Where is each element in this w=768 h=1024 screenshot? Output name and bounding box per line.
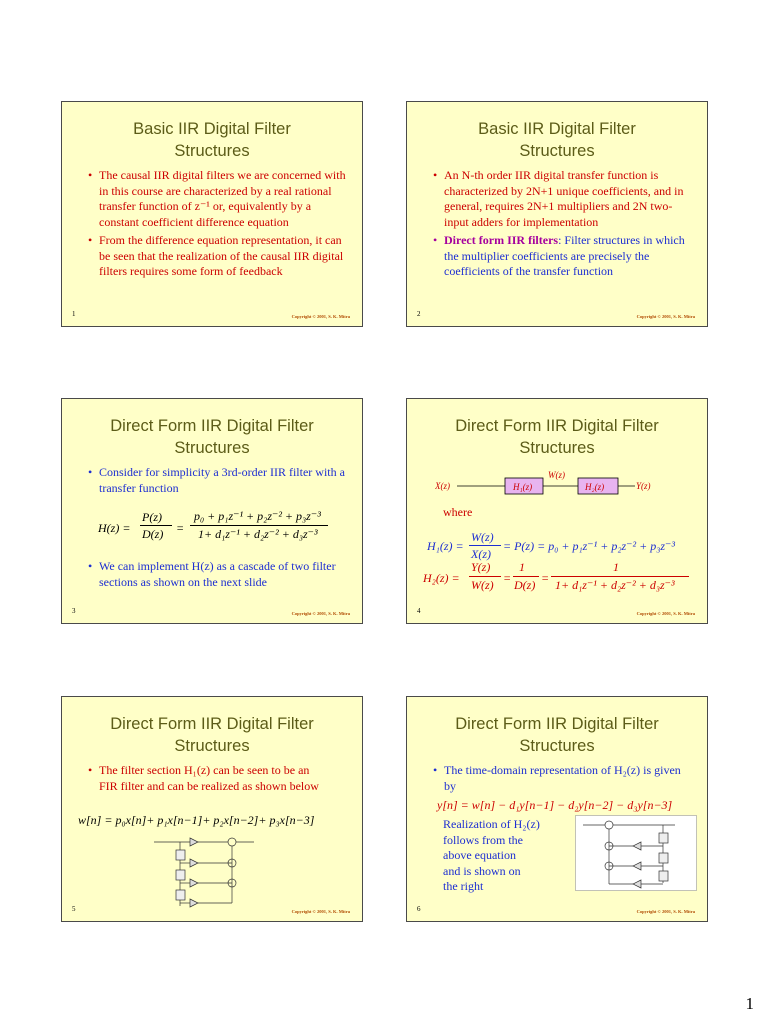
slide-title: Direct Form IIR Digital Filter Structures [110,417,314,457]
slide-2 [406,101,708,327]
where-text: where [443,505,473,519]
slide-1 [61,101,363,327]
bullet-direct-form: • Direct form IIR filters: Filter structures in which the multiplier coefficients are precisely the coefficients of the transfer function [433,233,693,280]
copyright: Copyright © 2001, S. K. Mitra [291,314,350,319]
slide-4: Direct Form IIR Digital Filter Structures X(z) H₁(z) W(z) H₂(z) Y(z) where H₁(z) = W(z) X(z) = P(z) = p₀ + p₁z⁻¹ + p₂z⁻² + p₃z⁻³ H₂(z) = Y(z) W(z) = 1 D(z) = 1 1+ d₁z⁻¹ + d₂z⁻² + d₃z⁻³ 4 Copyright © 2001, S. K. Mitra [406,398,708,624]
slide-title: Basic IIR Digital Filter Structures [478,120,636,160]
slide-number: 4 [417,607,421,615]
iir-realization-diagram [575,815,697,891]
bullet: • We can implement H(z) as a cascade of two filter sections as shown on the next slide [88,559,348,590]
bullet: • An N-th order IIR digital transfer function is characterized by 2N+1 unique coefficients, and in general, requires 2N+1 multipliers and 2N two-input adders for implementation [433,168,693,230]
slide-6 [406,696,708,922]
slide-title: Direct Form IIR Digital Filter Structures [455,715,659,755]
slide-body [433,168,693,283]
slide-body [88,168,348,283]
copyright: Copyright © 2001, S. K. Mitra [636,314,695,319]
slide-title: Basic IIR Digital Filter Structures [133,120,291,160]
h1-block-label: H₁(z) [513,482,533,492]
bullet: • The causal IIR digital filters we are concerned with in this course are characterized by a real rational transfer function of z⁻¹ or, equivalently by a constant coefficient difference equation [88,168,348,230]
slide-3: Direct Form IIR Digital Filter Structures • Consider for simplicity a 3rd-order IIR filter with a transfer function H(z) = P(z) D(z) = p₀ + p₁z⁻¹ + p₂z⁻² + p₃z⁻³ 1+ d₁z⁻¹ + d₂z⁻² + d₃z⁻³ • We can implement H(z) as a cascade of two filter sections as shown on the next slide 3 Copyright © 2001, S. K. Mitra [61,398,363,624]
slide-number: 2 [417,310,421,318]
slide-body [88,763,322,797]
slide-number: 3 [72,607,76,615]
w-signal-label: W(z) [548,470,565,480]
fir-realization-diagram [150,832,260,912]
cascade-block-diagram [435,469,685,503]
slide-title: Direct Form IIR Digital Filter Structures [455,417,659,457]
page-number: 1 [745,994,754,1013]
copyright: Copyright © 2001, S. K. Mitra [636,909,695,914]
realization-text: Realization of H₂(z) follows from the above equation and is shown on the right [443,817,540,893]
h2-block-label: H₂(z) [585,482,605,492]
bullet: • The time-domain representation of H₂(z) is given by [433,763,693,794]
slide-number: 5 [72,905,76,913]
slide-title: Direct Form IIR Digital Filter Structures [110,715,314,755]
bullet: • Consider for simplicity a 3rd-order IIR filter with a transfer function [88,465,348,496]
iir-difference-equation: y[n] = w[n] − d₁y[n−1] − d₂y[n−2] − d₃y[n−3] [437,798,673,812]
slide-number: 1 [72,310,76,318]
slide-5 [61,696,363,922]
slide-body [88,465,348,499]
x-input-label: X(z) [435,481,450,491]
copyright: Copyright © 2001, S. K. Mitra [291,611,350,616]
bullet: • From the difference equation representation, it can be seen that the realization of the causal IIR digital filters requires some form of feedback [88,233,348,280]
copyright: Copyright © 2001, S. K. Mitra [636,611,695,616]
fir-equation: w[n] = p₀x[n]+ p₁x[n−1]+ p₂x[n−2]+ p₃x[n−3] [78,813,315,827]
copyright: Copyright © 2001, S. K. Mitra [291,909,350,914]
slide-number: 6 [417,905,421,913]
slide-body-2 [88,559,348,593]
y-output-label: Y(z) [636,481,651,491]
bullet: • The filter section H₁(z) can be seen to be an FIR filter and can be realized as shown below [88,763,322,794]
slide-body [433,763,693,797]
